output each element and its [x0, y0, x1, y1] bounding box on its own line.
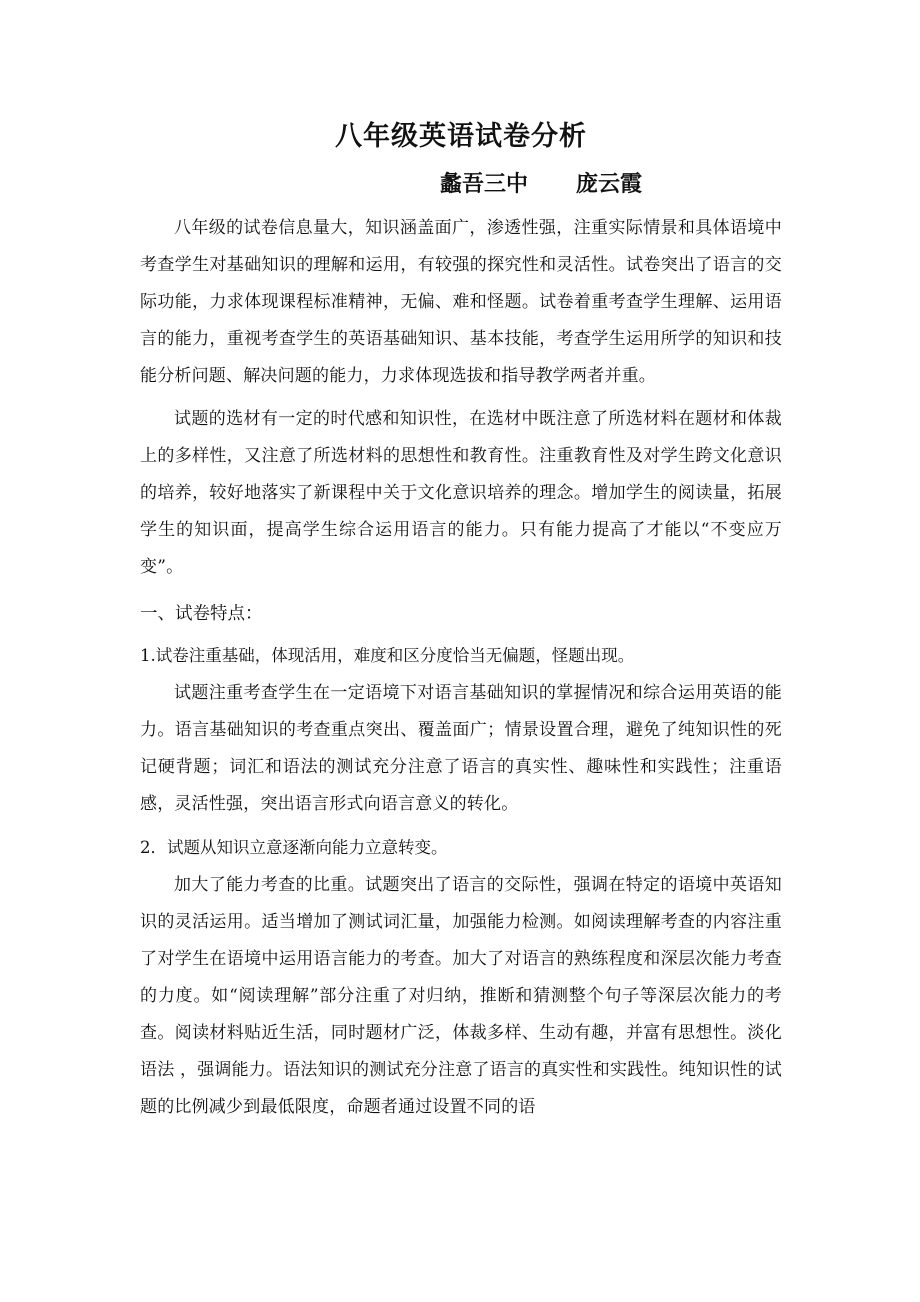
point-1-heading-text: 1.试卷注重基础，体现活用，难度和区分度恰当无偏题，怪题出现。: [140, 646, 635, 665]
point-1-heading: [140, 637, 782, 675]
point-1-body: 试题注重考查学生在一定语境下对语言基础知识的掌握情况和综合运用英语的能力。语言基础知识的考查重点突出、覆盖面广；情景设置合理，避免了纯知识性的死记硬背题；词汇和语法的测试充分注意了语言的真实性、趣味性和实践性；注重语感，灵活性强，突出语言形式向语言意义的转化。: [140, 683, 782, 814]
document-title: 八年级英语试卷分析: [335, 121, 587, 152]
document-page: [140, 112, 782, 1132]
point-2-heading: [140, 829, 782, 867]
intro-paragraph-2: 试题的选材有一定的时代感和知识性，在选材中既注意了所选材料在题材和体裁上的多样性，又注意了所选材料的思想性和教育性。注重教育性及对学生跨文化意识的培养，较好地落实了新课程中关于文化意识培养的理念。增加学生的阅读量，拓展学生的知识面，提高学生综合运用语言的能力。只有能力提高了才能以“不变应万变”。: [140, 409, 782, 577]
byline: [140, 162, 782, 206]
intro-paragraph-1: 八年级的试卷信息量大，知识涵盖面广，渗透性强，注重实际情景和具体语境中考查学生对基础知识的理解和运用，有较强的探究性和灵活性。试卷突出了语言的交际功能，力求体现课程标准精神，无偏、难和怪题。试卷着重考查学生理解、运用语言的能力，重视考查学生的英语基础知识、基本技能，考查学生运用所学的知识和技能分析问题、解决问题的能力，力求体现选拔和指导教学两者并重。: [140, 218, 782, 386]
point-2-heading-text: 2．试题从知识立意逐渐向能力立意转变。: [140, 838, 448, 857]
point-2-body: 加大了能力考查的比重。试题突出了语言的交际性，强调在特定的语境中英语知识的灵活运用。适当增加了测试词汇量，加强能力检测。如阅读理解考查的内容注重了对学生在语境中运用语言能力的考查。加大了对语言的熟练程度和深层次能力考查的力度。如“阅读理解”部分注重了对归纳，推断和猜测整个句子等深层次能力的考查。阅读材料贴近生活，同时题材广泛，体裁多样、生动有趣，并富有思想性。淡化语法 ，强调能力。语法知识的测试充分注意了语言的真实性和实践性。纯知识性的试题的比例减少到最低限度，命题者通过设置不同的语: [140, 875, 783, 1117]
section-heading: 一、试卷特点：: [140, 604, 263, 624]
author-name: 庞云霞: [576, 171, 643, 197]
school-name: 蠡吾三中: [440, 171, 529, 197]
